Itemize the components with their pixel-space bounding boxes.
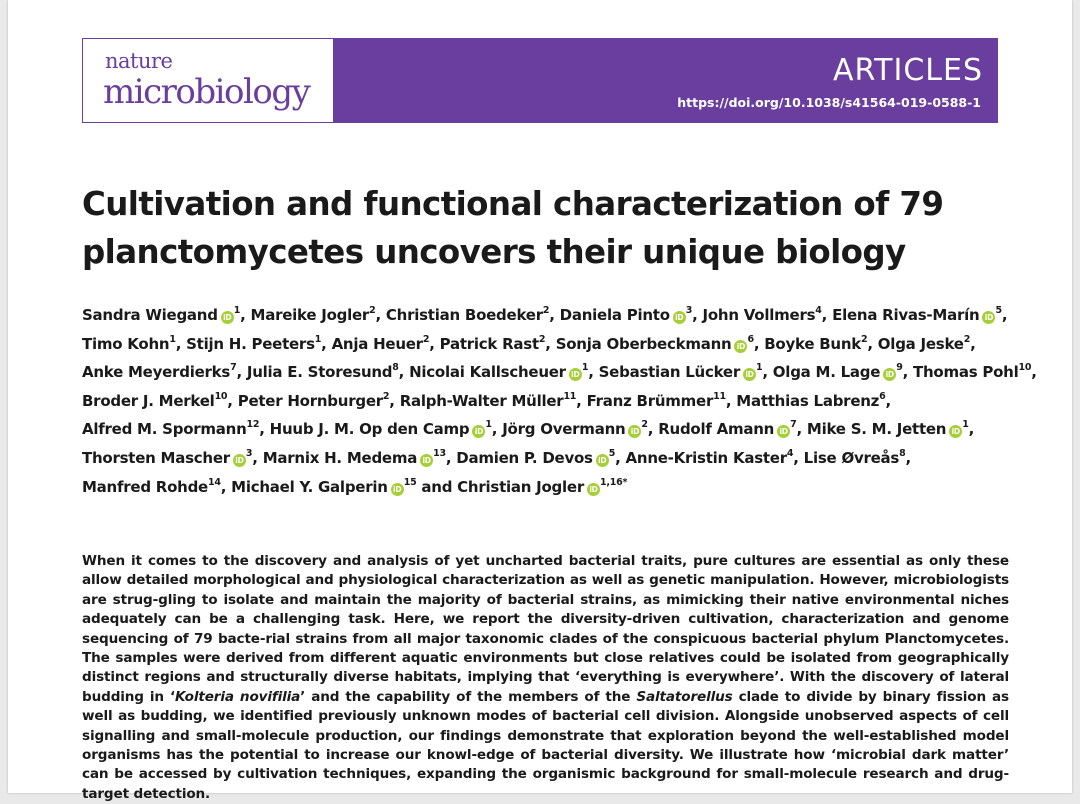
logo-nature-text: nature <box>105 49 173 73</box>
author-name-text: Franz Brümmer <box>586 391 714 410</box>
author-name-text: Huub J. M. Op den Camp <box>269 420 470 439</box>
author-separator: , <box>240 306 251 324</box>
affiliation-superscript: 11 <box>563 390 577 402</box>
author-name-text: Alfred M. Spormann <box>82 420 247 439</box>
orcid-icon[interactable] <box>734 340 747 353</box>
author-name-text: Matthias Labrenz <box>736 391 880 410</box>
author-name-text: Ralph-Walter Müller <box>399 391 564 410</box>
orcid-icon[interactable] <box>949 425 962 438</box>
affiliation-superscript: 2 <box>963 333 971 345</box>
orcid-icon[interactable] <box>233 454 246 467</box>
author-name-text: Christian Boedeker <box>385 306 543 324</box>
affiliation-superscript: 2 <box>382 390 390 402</box>
author-separator: , <box>968 420 975 439</box>
author-name-text: Michael Y. Galperin <box>231 477 388 496</box>
affiliation-superscript: 3 <box>685 305 693 316</box>
orcid-icon[interactable] <box>743 368 756 381</box>
author-name[interactable] <box>386 306 549 324</box>
author-name-text: Julia E. Storesund <box>246 363 393 382</box>
affiliation-superscript: 10 <box>1018 362 1032 374</box>
affiliation-superscript: 4 <box>786 447 794 459</box>
author-name-text: Manfred Rohde <box>82 477 208 496</box>
orcid-icon[interactable] <box>596 454 609 467</box>
author-name[interactable] <box>560 306 692 324</box>
author-name[interactable] <box>556 335 754 353</box>
affiliation-superscript: 15 <box>403 476 417 488</box>
author-name[interactable] <box>82 335 176 353</box>
author-name[interactable] <box>456 449 615 467</box>
masthead-band <box>333 39 997 122</box>
author-list <box>82 301 1042 501</box>
author-name[interactable] <box>270 420 492 438</box>
affiliation-superscript: 7 <box>790 419 797 431</box>
author-separator: , <box>491 420 503 439</box>
author-separator: , <box>545 334 556 353</box>
affiliation-superscript: 8 <box>392 362 399 374</box>
author-separator: , <box>398 363 410 382</box>
author-name-text: Olga M. Lage <box>772 363 881 382</box>
affiliation-superscript: 13 <box>433 447 446 459</box>
author-name-text: Sandra Wiegand <box>82 306 218 324</box>
logo-microbiology-text: microbiology <box>103 72 310 112</box>
author-separator: , <box>902 363 914 382</box>
orcid-icon[interactable] <box>883 368 896 381</box>
author-name[interactable] <box>878 335 970 353</box>
author-separator: , <box>793 448 804 467</box>
affiliation-superscript: 2 <box>538 333 546 345</box>
journal-masthead <box>82 38 998 123</box>
author-separator: , <box>445 448 457 467</box>
affiliation-superscript: 12 <box>246 419 260 431</box>
author-separator: , <box>867 334 878 353</box>
author-name[interactable] <box>231 478 416 496</box>
author-name-text: Anja Heuer <box>331 334 423 353</box>
author-name-text: Thorsten Mascher <box>82 448 230 467</box>
author-separator: , <box>753 334 765 353</box>
author-separator: , <box>236 363 247 382</box>
author-name-text: Marnix H. Medema <box>262 448 418 467</box>
author-separator: , <box>389 391 400 410</box>
affiliation-superscript: 11 <box>713 390 726 402</box>
author-name-text: Christian Jogler <box>457 477 584 496</box>
author-name[interactable] <box>186 335 321 353</box>
doi-link[interactable]: https://doi.org/10.1038/s41564-019-0588-1 <box>677 95 981 110</box>
author-name-text: Boyke Bunk <box>764 334 861 353</box>
abstract-text-3: clade to divide by binary fission as well as budding, we identified previously unknown modes of bacterial cell division. Alongside unobserved aspects of cell signalling and small-molecule production, our findings demonstrate that exploration beyond the well-established model organisms has the potential to increase our knowl-edge of bacterial diversity. We illustrate how ‘microbial dark matter’ can be accessed by cultivation techniques, expanding the organismic background for small-molecule research and drug-target detection. <box>82 688 1009 802</box>
abstract-text-2: ’ and the capability of the members of the <box>300 688 637 705</box>
author-separator: , <box>321 334 332 353</box>
affiliation-superscript: 2 <box>861 333 868 345</box>
affiliation-superscript: 1 <box>485 419 492 431</box>
author-name[interactable] <box>82 306 240 324</box>
affiliation-superscript: 1 <box>169 333 176 345</box>
affiliation-superscript: 6 <box>747 333 754 345</box>
author-name[interactable] <box>457 478 627 496</box>
author-separator: , <box>821 306 833 324</box>
author-name[interactable] <box>736 392 885 410</box>
author-name-text: Mareike Jogler <box>250 306 370 324</box>
author-name-text: Olga Jeske <box>877 334 964 353</box>
author-name-text: Sonja Oberbeckmann <box>555 334 732 353</box>
article-title <box>82 180 1022 276</box>
orcid-icon[interactable] <box>982 311 995 324</box>
author-name[interactable] <box>82 420 259 438</box>
author-name-text: Sebastian Lücker <box>598 363 740 382</box>
author-separator: , <box>549 306 560 324</box>
affiliation-superscript: 1 <box>314 333 322 345</box>
affiliation-superscript: 5 <box>608 447 616 459</box>
author-name-text: Damien P. Devos <box>456 448 593 467</box>
affiliation-superscript: 14 <box>207 476 221 488</box>
author-name[interactable] <box>587 392 726 410</box>
author-separator: , <box>1031 363 1037 382</box>
author-name[interactable] <box>773 363 903 381</box>
author-separator: , <box>647 420 659 439</box>
affiliation-superscript: 8 <box>899 447 906 459</box>
orcid-icon[interactable] <box>587 483 600 496</box>
author-name[interactable] <box>332 335 430 353</box>
orcid-icon[interactable] <box>472 425 485 438</box>
affiliation-superscript: 2 <box>542 305 550 316</box>
orcid-icon[interactable] <box>673 311 686 324</box>
author-name-text: Mike S. M. Jetten <box>806 420 947 439</box>
section-label: ARTICLES <box>832 53 983 88</box>
affiliation-superscript: 2 <box>422 333 430 345</box>
author-separator: , <box>615 448 626 467</box>
author-name[interactable] <box>263 449 446 467</box>
author-name-text: Peter Hornburger <box>237 391 383 410</box>
author-name-text: Daniela Pinto <box>559 306 670 324</box>
affiliation-superscript: 2 <box>641 419 648 431</box>
orcid-icon[interactable] <box>628 425 641 438</box>
affiliation-superscript: 1 <box>233 305 241 316</box>
author-separator: , <box>725 391 737 410</box>
author-name[interactable] <box>251 306 376 324</box>
author-name[interactable] <box>804 449 906 467</box>
author-name[interactable] <box>626 449 794 467</box>
author-separator: , <box>227 391 238 410</box>
author-name-text: Timo Kohn <box>82 334 170 353</box>
author-separator: , <box>175 334 187 353</box>
orcid-icon[interactable] <box>777 425 790 438</box>
author-name-text: Elena Rivas-Marín <box>832 306 980 324</box>
author-separator: , <box>692 306 703 324</box>
author-name[interactable] <box>502 420 648 438</box>
author-name[interactable] <box>82 392 227 410</box>
orcid-icon[interactable] <box>391 483 404 496</box>
author-name[interactable] <box>440 335 546 353</box>
author-separator: , <box>1001 306 1008 324</box>
author-separator: , <box>588 363 599 382</box>
author-name-text: Jörg Overmann <box>502 420 626 439</box>
affiliation-superscript: 10 <box>214 390 228 402</box>
author-name[interactable] <box>913 363 1031 381</box>
affiliation-superscript: 1 <box>962 419 969 431</box>
abstract <box>82 552 1009 804</box>
author-separator: and <box>416 477 458 496</box>
author-name[interactable] <box>82 363 236 381</box>
author-separator: , <box>885 391 891 410</box>
author-separator: , <box>970 334 976 353</box>
affiliation-superscript: 9 <box>896 362 903 374</box>
orcid-icon[interactable] <box>569 368 582 381</box>
author-separator: , <box>796 420 807 439</box>
affiliation-superscript: 7 <box>230 362 237 374</box>
author-name-text: John Vollmers <box>702 306 816 324</box>
author-name-text: Anke Meyerdierks <box>82 363 231 382</box>
affiliation-superscript: 6 <box>879 390 886 402</box>
author-name[interactable] <box>832 306 1002 324</box>
abstract-italic-species: Kolteria novifilia <box>175 688 301 705</box>
author-name[interactable] <box>658 420 796 438</box>
author-name[interactable] <box>82 478 221 496</box>
author-name[interactable] <box>703 306 822 324</box>
author-name-text: Nicolai Kallscheuer <box>409 363 566 382</box>
author-separator: , <box>762 363 773 382</box>
author-separator: , <box>429 334 440 353</box>
author-name-text: Stijn H. Peeters <box>186 334 315 353</box>
author-name[interactable] <box>599 363 763 381</box>
abstract-italic-clade: Saltatorellus <box>636 688 733 705</box>
affiliation-superscript: 3 <box>245 447 253 459</box>
title-line-1: Cultivation and functional characterization of 79 <box>82 185 944 223</box>
author-separator: , <box>220 477 232 496</box>
affiliation-superscript: 4 <box>815 305 822 316</box>
author-name[interactable] <box>82 449 252 467</box>
author-separator: , <box>905 448 911 467</box>
author-name[interactable] <box>409 363 588 381</box>
journal-logo <box>83 39 333 121</box>
affiliation-superscript: 1 <box>581 362 589 374</box>
author-separator: , <box>576 391 587 410</box>
author-name-text: Broder J. Merkel <box>82 391 215 410</box>
affiliation-superscript: 2 <box>369 305 376 316</box>
author-name[interactable] <box>238 392 390 410</box>
orcid-icon[interactable] <box>221 311 234 324</box>
author-separator: , <box>259 420 270 439</box>
author-name[interactable] <box>764 335 867 353</box>
author-name[interactable] <box>807 420 969 438</box>
affiliation-superscript: 5 <box>995 305 1002 316</box>
author-name-text: Anne-Kristin Kaster <box>625 448 787 467</box>
author-separator: , <box>252 448 263 467</box>
author-name[interactable] <box>400 392 576 410</box>
author-name-text: Lise Øvreås <box>803 448 900 467</box>
author-name-text: Rudolf Amann <box>658 420 775 439</box>
author-separator: , <box>375 306 386 324</box>
affiliation-superscript: 1,16* <box>600 476 628 488</box>
orcid-icon[interactable] <box>420 454 433 467</box>
author-name-text: Thomas Pohl <box>913 363 1019 382</box>
title-line-2: planctomycetes uncovers their unique biology <box>82 233 906 271</box>
author-name[interactable] <box>247 363 399 381</box>
affiliation-superscript: 1 <box>756 362 763 374</box>
article-page <box>8 0 1072 802</box>
abstract-text-1: When it comes to the discovery and analysis of yet uncharted bacterial traits, pure cultures are essential as only these allow detailed morphological and physiological characterization as well as genetic manipulation. However, microbiologists are strug-gling to isolate and maintain the majority of bacterial strains, as mimicking their native environmental niches adequately can be a challenging task. Here, we report the diversity-driven cultivation, characterization and genome sequencing of 79 bacte-rial strains from all major taxonomic clades of the conspicuous bacterial phylum Planctomycetes. The samples were derived from different aquatic environments but close relatives could be isolated from geographically distinct regions and structurally diverse habitats, implying that ‘everything is everywhere’. With the discovery of lateral budding in ‘ <box>82 553 1009 705</box>
author-name-text: Patrick Rast <box>439 334 539 353</box>
